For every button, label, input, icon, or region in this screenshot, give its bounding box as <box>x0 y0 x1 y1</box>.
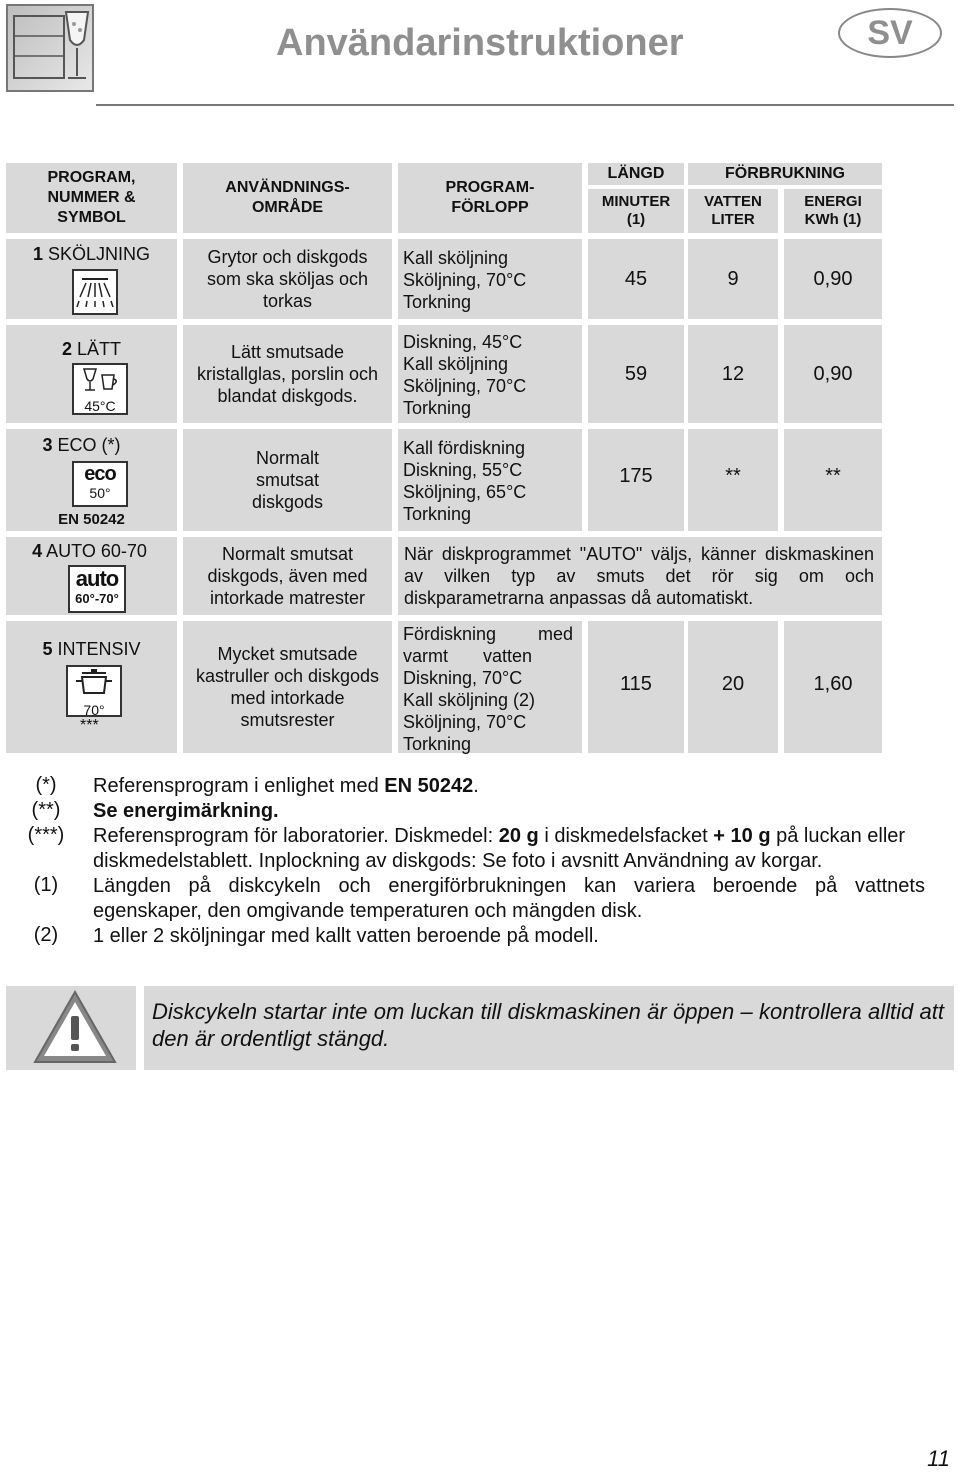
water-cell-3: ** <box>688 429 778 531</box>
minutes-cell-1: 45 <box>588 239 684 319</box>
page-title: Användarinstruktioner <box>276 22 684 64</box>
program-cell-2: 2 LÄTT 45°C <box>6 325 177 423</box>
glass-cup-icon: 45°C <box>72 363 128 415</box>
usage-cell-2: Lätt smutsade kristallglas, porslin och blandat diskgods. <box>183 325 392 423</box>
header-divider <box>96 104 954 106</box>
rinse-spray-icon <box>72 269 118 315</box>
energy-cell-2: 0,90 <box>784 325 882 423</box>
program-cell-5: 5 INTENSIV 70° *** <box>6 621 177 753</box>
pot-icon: 70° <box>66 665 122 717</box>
eco-icon: eco 50° <box>72 461 128 507</box>
note-text: 1 eller 2 sköljningar med kallt vatten beroende på modell. <box>93 925 599 947</box>
header-energy: ENERGI KWh (1) <box>784 189 882 233</box>
warning-icon-box <box>6 986 136 1070</box>
header-usage: ANVÄNDNINGS-OMRÅDE <box>183 163 392 233</box>
logo-dishwasher-icon <box>6 4 94 92</box>
page-number: 11 <box>927 1446 950 1471</box>
energy-cell-5: 1,60 <box>784 621 882 753</box>
minutes-cell-2: 59 <box>588 325 684 423</box>
minutes-cell-3: 175 <box>588 429 684 531</box>
auto-description-cell: När diskprogrammet "AUTO" väljs, känner diskmaskinen av vilken typ av smuts det rör sig om och diskparametrarna anpassas då automatiskt. <box>398 537 882 615</box>
lab-mark: *** <box>80 717 99 734</box>
note-item: (*) Referensprogram i enlighet med EN 50242. <box>35 774 479 797</box>
usage-cell-1: Grytor och diskgods som ska sköljas och torkas <box>183 239 392 319</box>
warning-message-box <box>144 986 954 1070</box>
water-cell-5: 20 <box>688 621 778 753</box>
note-item: (1) Längden på diskcykeln och energiförbrukningen kan variera beroende på vattnets egenskaper, den omgivande temperaturen och mängden disk. <box>33 874 925 922</box>
sequence-cell-1: Kall sköljning Sköljning, 70°C Torkning <box>398 239 582 319</box>
usage-cell-5: Mycket smutsade kastruller och diskgods med intorkade smutsrester <box>183 621 392 753</box>
note-text: Referensprogram i enlighet med EN 50242. <box>93 775 479 797</box>
standard-label: EN 50242 <box>58 511 125 528</box>
header-minutes: MINUTER (1) <box>588 189 684 233</box>
header-length: LÄNGD <box>588 163 684 185</box>
energy-cell-3: ** <box>784 429 882 531</box>
language-badge: SV <box>838 8 942 58</box>
warning-triangle-icon <box>6 986 136 1070</box>
program-cell-3: 3 ECO (*) eco 50° EN 50242 <box>6 429 177 531</box>
header-sequence: PROGRAM-FÖRLOPP <box>398 163 582 233</box>
header-consumption: FÖRBRUKNING <box>688 163 882 185</box>
minutes-cell-5: 115 <box>588 621 684 753</box>
energy-cell-1: 0,90 <box>784 239 882 319</box>
water-cell-1: 9 <box>688 239 778 319</box>
water-cell-2: 12 <box>688 325 778 423</box>
note-text: Längden på diskcykeln och energiförbrukningen kan variera beroende på vattnets egenskaper, den omgivande temperaturen och mängden disk. <box>93 875 925 922</box>
sequence-cell-5: Fördiskning med varmt vatten Diskning, 70°C Kall sköljning (2) Sköljning, 70°C Torkning <box>398 621 582 753</box>
note-item: (**) Se energimärkning. <box>31 799 279 822</box>
note-item: (2) 1 eller 2 sköljningar med kallt vatten beroende på modell. <box>33 924 599 947</box>
warning-text: Diskcykeln startar inte om luckan till diskmaskinen är öppen – kontrollera alltid att den är ordentligt stängd. <box>152 999 944 1051</box>
header-water: VATTEN LITER <box>688 189 778 233</box>
header-program: PROGRAM, NUMMER & SYMBOL <box>6 163 177 233</box>
program-cell-4: 4 AUTO 60-70 auto 60°-70° <box>6 537 177 615</box>
note-item: (***) Referensprogram för laboratorier. Diskmedel: 20 g i diskmedelsfacket + 10 g på luckan eller diskmedelstablett. Inplockning av diskgods: Se foto i avsnitt Användning av korgar. <box>18 824 944 874</box>
note-text: Se energimärkning. <box>93 800 279 822</box>
note-text: Referensprogram för laboratorier. Diskmedel: 20 g i diskmedelsfacket + 10 g på luckan eller diskmedelstablett. Inplockning av diskgods: Se foto i avsnitt Användning av korgar. <box>93 825 906 872</box>
sequence-cell-2: Diskning, 45°C Kall sköljning Sköljning, 70°C Torkning <box>398 325 582 423</box>
sequence-cell-3: Kall fördiskning Diskning, 55°C Sköljning, 65°C Torkning <box>398 429 582 531</box>
program-cell-1: 1 SKÖLJNING <box>6 239 177 319</box>
usage-cell-4: Normalt smutsat diskgods, även med intorkade matrester <box>183 537 392 615</box>
auto-icon: auto 60°-70° <box>68 565 126 613</box>
footnotes <box>18 774 944 949</box>
usage-cell-3: Normalt smutsat diskgods <box>183 429 392 531</box>
